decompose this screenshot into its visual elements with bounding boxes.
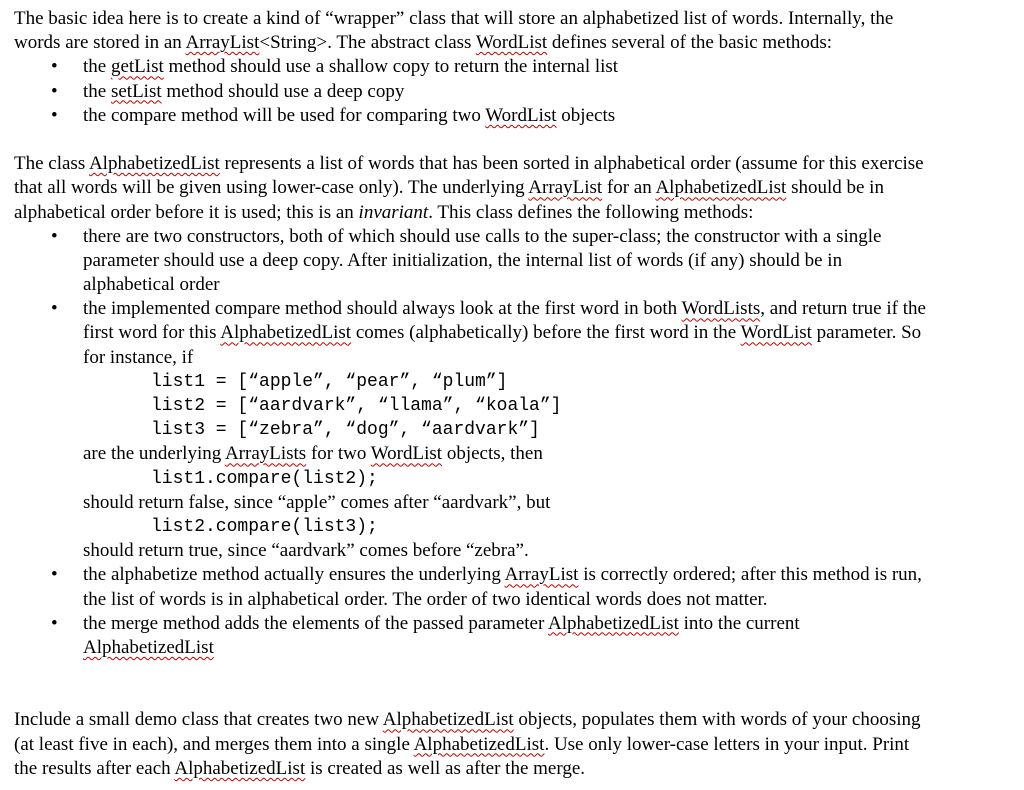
text-run: words are stored in an bbox=[14, 32, 186, 54]
text-run: the results after each bbox=[14, 757, 175, 779]
spellcheck-word: AlphabetizedList bbox=[174, 757, 306, 779]
bullet-item-compare-impl bbox=[14, 297, 1018, 321]
spellcheck-word: WordList bbox=[740, 322, 812, 344]
paragraph-gap bbox=[14, 660, 1018, 708]
text-run: the implemented compare method should always look at the first word in both bbox=[83, 298, 682, 320]
compare-line-3: for instance, if bbox=[83, 346, 194, 368]
intro-line-2 bbox=[14, 31, 1018, 55]
intro-line-1: The basic idea here is to create a kind of “wrapper” class that will store an alphabetized list of words. Internally, the bbox=[14, 8, 894, 29]
text-run: parameter. So bbox=[811, 322, 922, 344]
bullet-icon: • bbox=[51, 612, 58, 634]
code-list2: list2 = [“aardvark”, “llama”, “koala”] bbox=[151, 396, 562, 416]
text-run: . Use only lower-case letters in your input. Print bbox=[544, 733, 910, 755]
text-run: . This class defines the following methods: bbox=[428, 201, 754, 223]
bullet-item-merge bbox=[14, 612, 1018, 636]
spellcheck-word: AlphabetizedList bbox=[655, 177, 787, 199]
bullet-icon: • bbox=[51, 104, 58, 126]
text-run: is created as well as after the merge. bbox=[305, 757, 586, 779]
compare-result-2: should return true, since “aardvark” comes before “zebra”. bbox=[83, 540, 529, 562]
text-run: the merge method adds the elements of the passed parameter bbox=[83, 612, 548, 634]
text-run: into the current bbox=[678, 612, 800, 634]
spellcheck-word: ArrayList bbox=[185, 32, 260, 54]
bullet-icon: • bbox=[51, 56, 58, 78]
bullet-item-alphabetize bbox=[14, 563, 1018, 587]
spellcheck-word: AlphabetizedList bbox=[548, 612, 679, 634]
alpha-line-1 bbox=[14, 152, 1018, 176]
text-run: the bbox=[83, 56, 111, 78]
bullet-item-compare bbox=[14, 104, 1018, 128]
assignment-document bbox=[14, 7, 1018, 781]
constructors-line-2: parameter should use a deep copy. After initialization, the internal list of words (if any) should be in bbox=[83, 249, 843, 271]
code-list1: list1 = [“apple”, “pear”, “plum”] bbox=[151, 371, 508, 392]
spellcheck-word: ArrayLists bbox=[224, 443, 307, 465]
text-run: represents a list of words that has been sorted in alphabetical order (assume for this exercise bbox=[219, 153, 924, 175]
spellcheck-word: AlphabetizedList bbox=[382, 709, 514, 731]
compare-after-code bbox=[14, 442, 1018, 466]
spellcheck-word: WordList bbox=[485, 104, 557, 126]
demo-line-2 bbox=[14, 733, 1018, 757]
bullet-item-constructors bbox=[14, 225, 1018, 249]
code-call-2: list2.compare(list3); bbox=[151, 516, 378, 537]
compare-line-2 bbox=[14, 321, 1018, 345]
text-run: first word for this bbox=[83, 322, 221, 344]
bullet-icon: • bbox=[51, 225, 58, 247]
spellcheck-word: setList bbox=[110, 80, 162, 102]
alpha-line-3 bbox=[14, 201, 1018, 225]
text-run: objects bbox=[556, 104, 616, 126]
text-run: is correctly ordered; after this method is run, bbox=[578, 564, 922, 586]
bullet-icon: • bbox=[51, 80, 58, 102]
constructors-line-3: alphabetical order bbox=[83, 274, 220, 296]
text-run: method should use a shallow copy to return the internal list bbox=[163, 56, 619, 78]
text-run: that all words will be given using lower-case only). The underlying bbox=[14, 177, 529, 199]
demo-line-3 bbox=[14, 757, 1018, 781]
spellcheck-word: AlphabetizedList bbox=[220, 322, 352, 344]
text-run: alphabetical order before it is used; this is an bbox=[14, 201, 359, 223]
bullet-icon: • bbox=[51, 564, 58, 586]
text-run: Include a small demo class that creates two new bbox=[14, 709, 383, 731]
spellcheck-word: AlphabetizedList bbox=[88, 153, 220, 175]
alpha-line-2 bbox=[14, 176, 1018, 200]
bullet-icon: • bbox=[51, 298, 58, 320]
text-run: the compare method will be used for comparing two bbox=[83, 104, 486, 126]
text-run: method should use a deep copy bbox=[161, 80, 405, 102]
text-run: for an bbox=[602, 177, 656, 199]
text-run: , and return true if the bbox=[760, 298, 926, 320]
paragraph-gap bbox=[14, 128, 1018, 152]
spellcheck-word: AlphabetizedList bbox=[83, 636, 214, 658]
bullet-item-getlist bbox=[14, 55, 1018, 79]
text-run: are the underlying bbox=[83, 443, 225, 465]
spellcheck-word: WordList bbox=[475, 32, 548, 54]
text-run: The class bbox=[14, 153, 89, 175]
code-list3: list3 = [“zebra”, “dog”, “aardvark”] bbox=[151, 420, 540, 441]
text-run: <String>. The abstract class bbox=[259, 32, 476, 54]
text-run: the alphabetize method actually ensures the underlying bbox=[83, 564, 505, 586]
text-run: there are two constructors, both of which should use calls to the super-class; the constructor with a single bbox=[83, 225, 882, 247]
spellcheck-word: getList bbox=[110, 56, 164, 78]
italic-term: invariant bbox=[358, 201, 429, 223]
alphabetize-line-2: the list of words is in alphabetical order. The order of two identical words does not matter. bbox=[83, 588, 768, 610]
demo-line-1 bbox=[14, 708, 1018, 732]
text-run: objects, populates them with words of your choosing bbox=[513, 709, 921, 731]
spellcheck-word: WordList bbox=[370, 443, 443, 465]
text-run: comes (alphabetically) before the first word in the bbox=[351, 322, 741, 344]
text-run: objects, then bbox=[442, 443, 543, 465]
spellcheck-word: ArrayList bbox=[504, 564, 579, 586]
text-run: the bbox=[83, 80, 111, 102]
compare-result-1: should return false, since “apple” comes after “aardvark”, but bbox=[83, 491, 551, 513]
merge-line-2 bbox=[14, 636, 1018, 660]
text-run: defines several of the basic methods: bbox=[547, 32, 833, 54]
text-run: (at least five in each), and merges them into a single bbox=[14, 733, 414, 755]
text-run: should be in bbox=[786, 177, 884, 199]
spellcheck-word: AlphabetizedList bbox=[413, 733, 545, 755]
spellcheck-word: ArrayList bbox=[528, 177, 603, 199]
spellcheck-word: WordLists bbox=[681, 298, 761, 320]
bullet-item-setlist bbox=[14, 80, 1018, 104]
code-call-1: list1.compare(list2); bbox=[151, 468, 378, 489]
text-run: for two bbox=[306, 443, 371, 465]
